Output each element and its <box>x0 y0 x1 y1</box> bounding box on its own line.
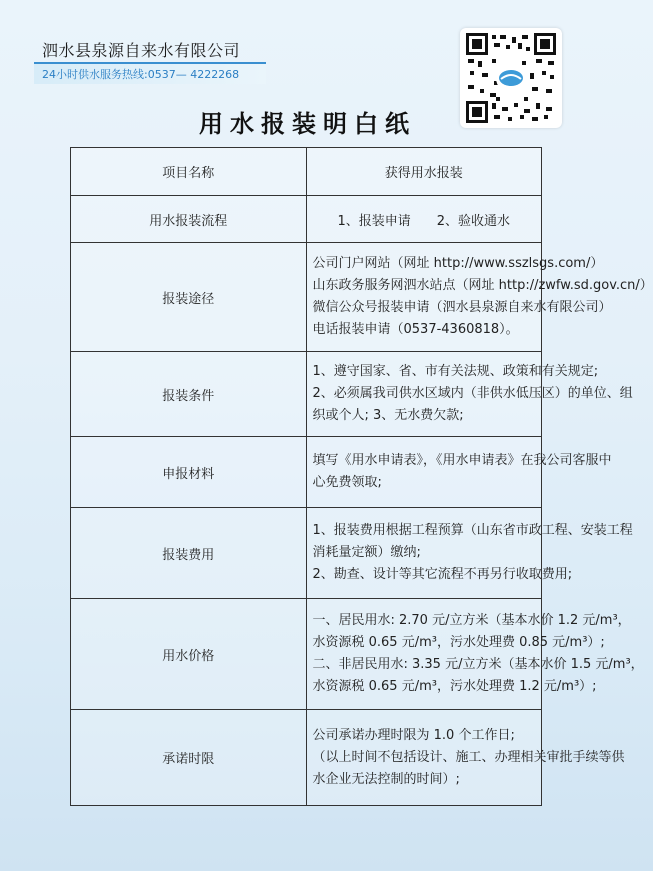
row-line: 1、报装费用根据工程预算（山东省市政工程、安装工程 <box>312 523 633 538</box>
row-label: 承诺时限 <box>71 710 307 806</box>
row-line: 织或个人; 3、无水费欠款; <box>312 408 464 423</box>
table-row <box>71 437 542 508</box>
row-line: （以上时间不包括设计、施工、办理相关审批手续等供 <box>312 749 625 765</box>
row-line: 2、必须属我司供水区域内（非供水低压区）的单位、组 <box>312 386 633 401</box>
row-content <box>306 508 633 599</box>
row-line: 心免费领取; <box>312 475 382 490</box>
table-row <box>71 710 542 806</box>
row-content <box>306 710 625 806</box>
row-label: 申报材料 <box>71 437 307 508</box>
company-name: 泗水县泉源自来水有限公司 <box>42 41 241 60</box>
table-row <box>71 196 542 243</box>
row-line: 水企业无法控制的时间）; <box>312 771 460 787</box>
row-line: 公司承诺办理时限为 1.0 个工作日; <box>312 727 515 743</box>
row-content <box>306 437 612 508</box>
table-row <box>71 243 542 352</box>
row-line: 消耗量定额）缴纳; <box>312 545 421 560</box>
row-line: 2、勘查、设计等其它流程不再另行收取费用; <box>312 567 573 582</box>
table-row <box>71 352 542 437</box>
table-row <box>71 508 542 599</box>
row-content <box>306 352 633 437</box>
row-label: 用水价格 <box>71 599 307 710</box>
row-line: 电话报装申请（0537-4360818）。 <box>312 322 519 337</box>
row-line: 水资源税 0.65 元/m³，污水处理费 0.85 元/m³）; <box>312 635 605 650</box>
row-line: 公司门户网站（网址 http://www.sszlsgs.com/） <box>312 256 604 271</box>
row-line: 1、遵守国家、省、市有关法规、政策和有关规定; <box>312 364 599 379</box>
header-item-content: 获得用水报装 <box>306 148 542 196</box>
water-installation-table <box>70 147 653 806</box>
row-line: 填写《用水申请表》，《用水申请表》在我公司客服中 <box>312 453 612 468</box>
table-row <box>71 599 542 710</box>
row-content <box>306 599 644 710</box>
row-line: 山东政务服务网泗水站点（网址 http://zwfw.sd.gov.cn/） <box>312 278 653 293</box>
row-line: 1、报装申请 2、验收通水 <box>337 213 511 229</box>
row-label: 报装途径 <box>71 243 307 352</box>
header-item-name: 项目名称 <box>71 148 307 196</box>
row-line: 二、非居民用水: 3.35 元/立方米（基本水价 1.5 元/m³， <box>312 657 644 672</box>
row-label: 报装条件 <box>71 352 307 437</box>
row-line: 水资源税 0.65 元/m³，污水处理费 1.2 元/m³）; <box>312 679 597 694</box>
row-content <box>306 196 542 243</box>
row-label: 报装费用 <box>71 508 307 599</box>
row-line: 一、居民用水: 2.70 元/立方米（基本水价 1.2 元/m³， <box>312 613 631 628</box>
row-line: 微信公众号报装申请（泗水县泉源自来水有限公司） <box>312 300 612 315</box>
row-label: 用水报装流程 <box>71 196 307 243</box>
service-hotline: 24小时供水服务热线:0537— 4222268 <box>42 68 240 81</box>
table-header-row <box>71 148 542 196</box>
document-title: 用水报装明白纸 <box>199 109 416 138</box>
row-content <box>306 243 653 352</box>
